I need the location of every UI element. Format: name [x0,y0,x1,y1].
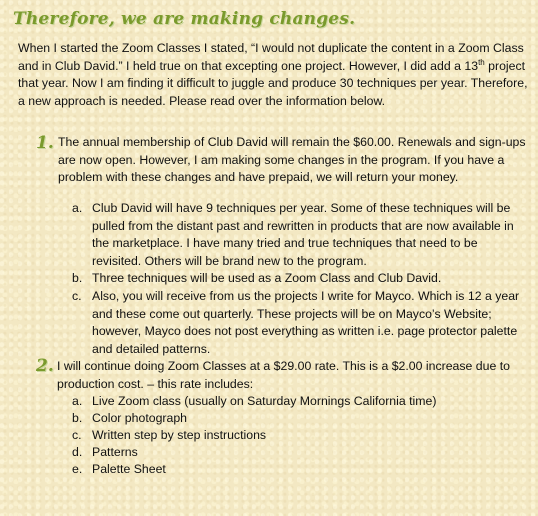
section-heading: Therefore, we are making changes. [13,9,356,29]
item-number-1: 1. [36,133,54,153]
subitem-text: Color photograph [92,411,188,425]
subitem-letter: d. [72,445,83,459]
item-number-2: 2. [36,356,54,376]
subitem-text: Patterns [92,445,138,459]
item-text-2: I will continue doing Zoom Classes at a $29.00 rate. This is a $2.00 increase due to production cost. – this rate includes: [57,359,510,391]
intro-text-part1: When I started the Zoom Classes I stated, “I would not duplicate the content in a Zoom Class and in Club David.” I held true on that excepting one project. However, I did add a 13 [18,41,524,73]
subitem-letter: b. [72,271,83,285]
intro-superscript: th [478,57,485,67]
intro-text-part2: project that year. Now I am finding it difficult to juggle and produce 30 techniques per year. Therefore, a new approach is needed. Please read over the information below. [18,58,528,108]
subitem-text: Club David will have 9 techniques per year. Some of these techniques will be pulled from the distant past and rewritten in products that are now available in the marketplace. I have many tried and true techniques that need to be revisited. Others will be brand new to the program. [92,201,514,268]
subitem-letter: a. [72,201,83,215]
subitem-text: Three techniques will be used as a Zoom Class and Club David. [92,271,442,285]
intro-paragraph [18,40,528,110]
subitem-text: Live Zoom class (usually on Saturday Mornings California time) [92,394,437,408]
subitem-letter: c. [72,289,82,303]
subitem-text: Palette Sheet [92,462,166,476]
subitem-text: Also, you will receive from us the projects I write for Mayco. Which is 12 a year and these come out quarterly. These projects will be on Mayco’s Website; however, Mayco does not post everything as written i.e. page protector palette and detailed patterns. [92,289,520,356]
subitem-text: Written step by step instructions [92,428,267,442]
subitem-letter: e. [72,462,83,476]
subitem-letter: a. [72,394,83,408]
item-text-1: The annual membership of Club David will remain the $60.00. Renewals and sign-ups are now open. However, I am making some changes in the program. If you have a problem with these changes and have prepaid, we will return your money. [58,135,526,184]
subitem-letter: c. [72,428,82,442]
subitem-letter: b. [72,411,83,425]
